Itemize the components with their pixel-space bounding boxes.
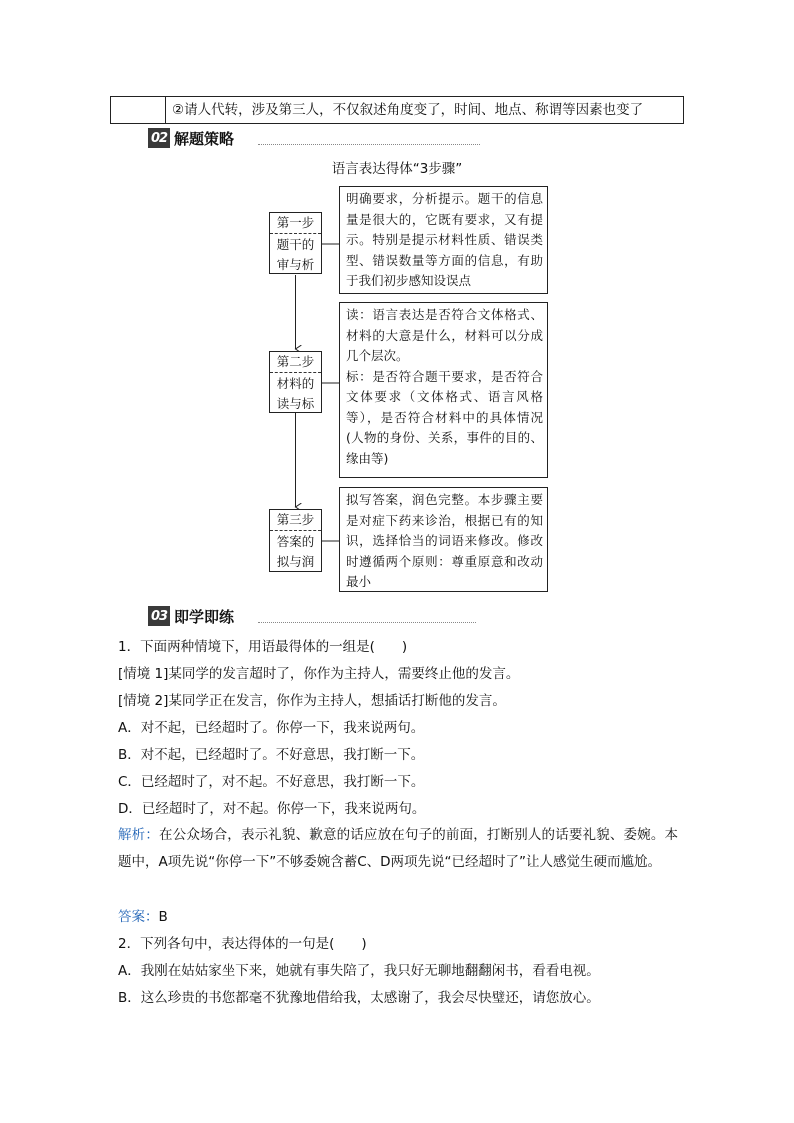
step-name-line1: 答案的: [276, 534, 315, 549]
analysis-text: 在公众场合，表示礼貌、歉意的话应放在句子的前面，打断别人的话要礼貌、委婉。本题中，A项先说“你停一下”不够委婉含蓄C、D两项先说“已经超时了”让人感觉生硬而尴尬。: [118, 827, 679, 870]
section-number-badge: 03: [148, 606, 170, 626]
step-label: 第一步: [270, 213, 321, 234]
question-1-option-d: D．已经超时了，对不起。你停一下，我来说两句。: [118, 801, 426, 817]
step-desc-3: [339, 487, 548, 592]
question-1-answer: [118, 907, 168, 927]
section-title: 即学即练: [174, 607, 235, 626]
question-1-option-b: B．对不起，已经超时了。不好意思，我打断一下。: [118, 747, 425, 763]
section-heading-03: [148, 605, 234, 627]
step-desc-mark: 标：是否符合题干要求，是否符合文体要求（文体格式、语言风格等），是否符合材料中的具体情况(人物的身份、关系，事件的目的、缘由等): [346, 368, 543, 466]
step-box-2: [269, 351, 322, 413]
step-desc-text: 明确要求，分析提示。题干的信息量是很大的，它既有要求，又有提示。特别是提示材料性质、错误类型、错误数量等方面的信息，有助于我们初步感知设误点: [346, 191, 543, 288]
step-label: 第二步: [270, 352, 321, 373]
flowchart-title: 语言表达得体“3步骤”: [331, 161, 463, 177]
step-desc-read: 读：语言表达是否符合文体格式、材料的大意是什么，材料可以分成几个层次。: [346, 307, 543, 363]
answer-value: B: [158, 909, 168, 925]
step-name-line2: 拟与润: [276, 554, 315, 569]
section-number-badge: 02: [148, 128, 170, 148]
step-box-3: [269, 509, 322, 572]
question-2-option-a: A．我刚在姑姑家坐下来，她就有事失陪了，我只好无聊地翻翻闲书，看看电视。: [118, 963, 600, 979]
step-label: 第三步: [270, 510, 321, 531]
step-desc-1: [339, 186, 548, 294]
dotted-rule: [258, 622, 476, 623]
step-desc-2: [339, 302, 548, 478]
question-1-option-c: C．已经超时了，对不起。不好意思，我打断一下。: [118, 774, 425, 790]
analysis-label: 解析：: [118, 827, 159, 843]
step-box-1: [269, 212, 322, 274]
question-1-context-1: [情境 1]某同学的发言超时了，你作为主持人，需要终止他的发言。: [118, 666, 520, 682]
step-name-line1: 材料的: [276, 376, 315, 391]
question-1-option-a: A．对不起，已经超时了。你停一下，我来说两句。: [118, 720, 425, 736]
question-1-context-2: [情境 2]某同学正在发言，你作为主持人，想插话打断他的发言。: [118, 693, 506, 709]
step-name-line1: 题干的: [276, 237, 315, 252]
table-text-cell: ②请人代转，涉及第三人，不仅叙述角度变了，时间、地点、称谓等因素也变了: [172, 102, 644, 118]
step-name-line2: 审与析: [276, 257, 315, 272]
question-2-option-b: B．这么珍贵的书您都毫不犹豫地借给我，太感谢了，我会尽快璧还，请您放心。: [118, 990, 600, 1006]
question-2-stem: 2．下列各句中，表达得体的一句是( ): [118, 936, 367, 952]
step-desc-text: 拟写答案，润色完整。本步骤主要是对症下药来诊治，根据已有的知识，选择恰当的词语来修改。修改时遵循两个原则：尊重原意和改动最小: [346, 492, 543, 589]
section-title: 解题策略: [174, 129, 235, 148]
step-name-line2: 读与标: [276, 396, 315, 411]
question-1-stem: 1．下面两种情境下，用语最得体的一组是( ): [118, 639, 408, 655]
question-1-analysis: [118, 822, 678, 876]
answer-label: 答案：: [118, 909, 159, 925]
